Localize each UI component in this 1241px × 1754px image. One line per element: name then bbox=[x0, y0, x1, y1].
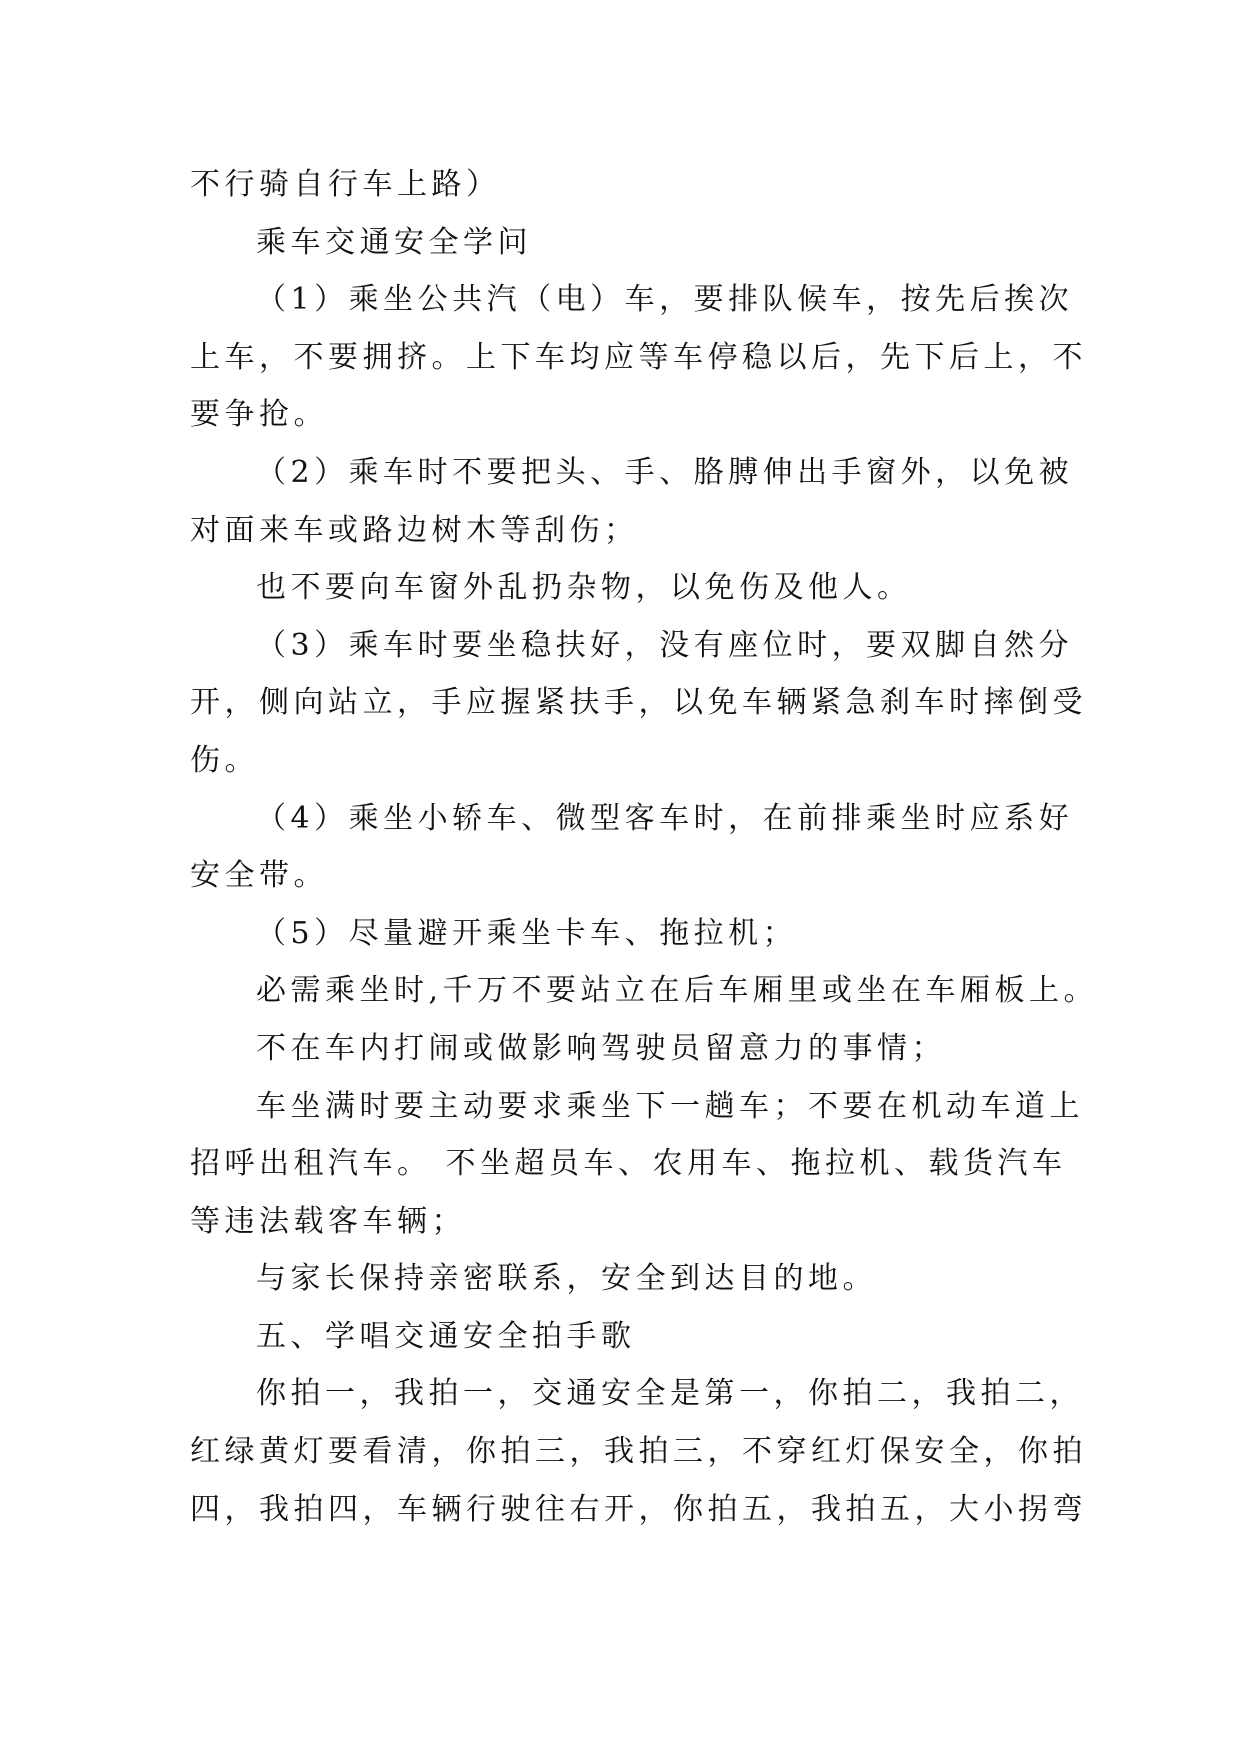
text-line: （2）乘车时不要把头、手、胳膊伸出手窗外，以免被 bbox=[256, 454, 1074, 490]
text-line: 车坐满时要主动要求乘坐下一趟车；不要在机动车道上 bbox=[256, 1088, 1084, 1124]
text-line: （3）乘车时要坐稳扶好，没有座位时，要双脚自然分 bbox=[256, 627, 1074, 663]
text-line: 必需乘坐时,千万不要站立在后车厢里或坐在车厢板上。 bbox=[256, 973, 1099, 1009]
text-line: 安全带。 bbox=[190, 858, 328, 894]
text-line: 不行骑自行车上路） bbox=[190, 167, 501, 202]
text-line: 上车，不要拥挤。上下车均应等车停稳以后，先下后上，不 bbox=[190, 339, 1087, 375]
text-line: 伤。 bbox=[190, 742, 259, 778]
text-line: 对面来车或路边树木等刮伤； bbox=[190, 512, 639, 548]
text-line: 红绿黄灯要看清，你拍三，我拍三，不穿红灯保安全，你拍 bbox=[190, 1434, 1087, 1470]
section-heading: 五、学唱交通安全拍手歌 bbox=[256, 1318, 636, 1354]
text-line: 也不要向车窗外乱扔杂物，以免伤及他人。 bbox=[256, 570, 912, 606]
text-line: 招呼出租汽车。 不坐超员车、农用车、拖拉机、载货汽车 bbox=[190, 1146, 1067, 1182]
text-line: 要争抢。 bbox=[190, 397, 328, 433]
text-line: （4）乘坐小轿车、微型客车时，在前排乘坐时应系好 bbox=[256, 800, 1074, 836]
text-line: 乘车交通安全学问 bbox=[256, 224, 532, 260]
text-line: 你拍一，我拍一，交通安全是第一，你拍二，我拍二， bbox=[256, 1376, 1084, 1412]
text-line: （5）尽量避开乘坐卡车、拖拉机； bbox=[256, 915, 798, 951]
text-line: 等违法载客车辆； bbox=[190, 1203, 466, 1239]
text-line: （1）乘坐公共汽（电）车，要排队候车，按先后挨次 bbox=[256, 282, 1074, 318]
text-line: 开，侧向站立，手应握紧扶手，以免车辆紧急刹车时摔倒受 bbox=[190, 685, 1087, 721]
body-text bbox=[190, 156, 1099, 1538]
text-line: 不在车内打闹或做影响驾驶员留意力的事情； bbox=[256, 1030, 946, 1066]
text-line: 四，我拍四，车辆行驶往右开，你拍五，我拍五，大小拐弯 bbox=[190, 1491, 1087, 1527]
text-line: 与家长保持亲密联系，安全到达目的地。 bbox=[256, 1261, 877, 1297]
